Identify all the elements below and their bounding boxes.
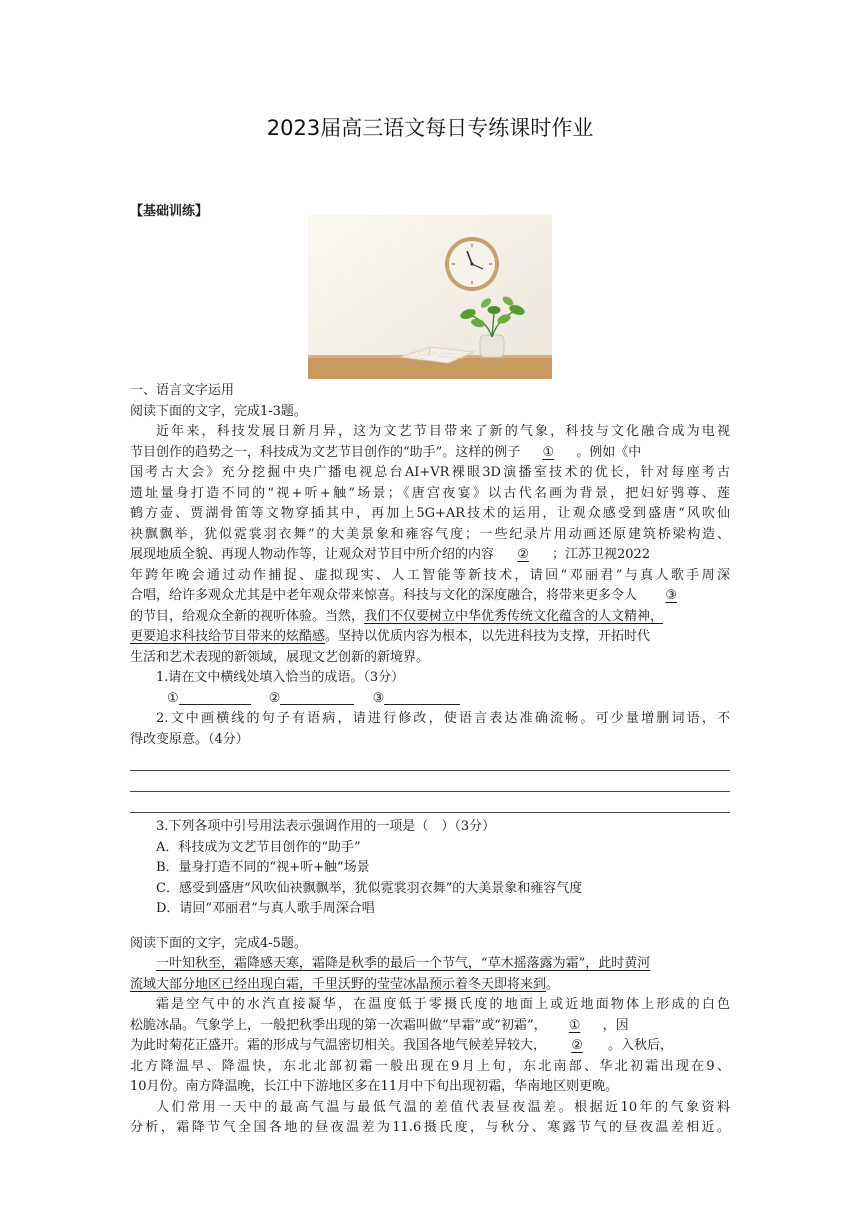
question-1-answers: ① ② ③ <box>130 689 730 710</box>
section-tag: 【基础训练】 <box>130 204 209 219</box>
passage1-instruction: 阅读下面的文字，完成1-3题。 <box>130 403 307 419</box>
answer-line-1[interactable] <box>179 690 251 705</box>
underlined-sentence-2: 一叶知秋至，霜降感天寒，霜降是秋季的最后一个节气，“草木摇落露为霜”，此时黄河 <box>156 956 651 971</box>
answer-rule-3[interactable] <box>130 792 730 813</box>
passage1: 近年来，科技发展日新月异，这为文艺节目带来了新的气象，科技与文化融合成为电视 节目创作的趋势之一，科技成为文艺节目创作的“助手”。这样的例子 ① 。例如《中 国考古大会》充分挖掘中央广播电视总台AI+VR裸眼3D演播室技术的优长，针对每座考古 遗址量身打造不同的“视+听+触”场景；《唐宫夜宴》以古代名画为背景，把妇好鸮尊、莲 鹤方壶、贾湖骨笛等文物穿插其中，再加上5G+AR技术的运用，让观众感受到盛唐“风吹仙 袂飘飘举，犹似霓裳羽衣舞”的大美景象和雍容气度；一些纪录片用动画还原建筑桥梁构造、 展现地质全貌、再现人物动作等，让观众对节目中所介绍的内容 ② ；江苏卫视2022 年跨年晚会通过动作捕捉、虚拟现实、人工智能等新技术，请回“邓丽君”与真人歌手周深 合唱，给许多观众尤其是中老年观众带来惊喜。科技与文化的深度融合，将带来更多令人 ③ 的节目，给观众全新的视听体验。当然，我们不仅要树立中华优秀传统文化蕴含的人文精神， 更要追求科技给节目带来的炫酷感。坚持以优质内容为根本，以先进科技为支撑，开拓时代 生活和艺术表现的新领域，展现文艺创新的新境界。 <box>130 424 730 665</box>
underlined-sentence-cont: 更要追求科技给节目带来的炫酷感 <box>130 629 326 644</box>
document-body: 一、语言文字运用 阅读下面的文字，完成1-3题。 近年来，科技发展日新月异，这为文艺节目带来了新的气象，科技与文化融合成为电视 节目创作的趋势之一，科技成为文艺节目创作的“助手”。这样的例子 ① 。例如《中 国考古大会》充分挖掘中央广播电视总台AI+VR裸眼3D演播室技术的优长，针对每座考古 遗址量身打造不同的“视+听+触”场景；《唐宫夜宴》以古代名画为背景，把妇好鸮尊、莲 鹤方壶、贾湖骨笛等文物穿插其中，再加上5G+AR技术的运用，让观众感受到盛唐“风吹仙 袂飘飘举，犹似霓裳羽衣舞”的大美景象和雍容气度；一些纪录片用动画还原建筑桥梁构造、 展现地质全貌、再现人物动作等，让观众对节目中所介绍的内容 ② ；江苏卫视2022 年跨年晚会通过动作捕捉、虚拟现实、人工智能等新技术，请回“邓丽君”与真人歌手周深 合唱，给许多观众尤其是中老年观众带来惊喜。科技与文化的深度融合，将带来更多令人 ③ 的节目，给观众全新的视听体验。当然，我们不仅要树立中华优秀传统文化蕴含的人文精神， 更要追求科技给节目带来的炫酷感。坚持以优质内容为根本，以先进科技为支撑，开拓时代 生活和艺术表现的新领域，展现文艺创新的新境界。 1.请在文中横线处填入恰当的成语。（3分） ① ② ③ 2.文中画横线的句子有语病，请进行修改，使语言表达准确流畅。可少量增删词语，不 得改变原意。（4分） 3.下列各项中引号用法表示强调作用的一项是（ ）（3分） A．科技成为文艺节目创作的“助手” B．量身打造不同的“视+听+触”场景 C．感受到盛唐“风吹仙袂飘飘举，犹似霓裳羽衣舞”的大美景象和雍容气度 D．请回“邓丽君”与真人歌手周深合唱 阅读下面的文字，完成4-5题。 一叶知秋至，霜降感天寒，霜降是秋季的最后一个节气，“草木摇落露为霜”，此时黄河 流域大部分地区已经出现白霜，千里沃野的莹莹冰晶预示着冬天即将来到。 霜是空气中的水汽直接凝华，在温度低于零摄氏度的地面上或近地面物体上形成的白色 松脆冰晶。气象学上，一般把秋季出现的第一次霜叫做“早霜”或“初霜”， ① ，因 为此时菊花正盛开。霜的形成与气温密切相关。我国各地气候差异较大， ② 。入秋后， 北方降温早、降温快，东北北部初霜一般出现在9月上旬，东北南部、华北初霜出现在9、 10月份。南方降温晚，长江中下游地区多在11月中下旬出现初霜，华南地区则更晚。 人们常用一天中的最高气温与最低气温的差值代表昼夜温差。根据近10年的气象资料 分析，霜降节气全国各地的昼夜温差为11.6摄氏度，与秋分、寒露节气的昼夜温差相近。 <box>130 381 730 1139</box>
answer-rule-1[interactable] <box>130 750 730 771</box>
page-title: 2023届高三语文每日专练课时作业 <box>266 116 594 140</box>
option-a: A．科技成为文艺节目创作的“助手” <box>156 839 361 855</box>
blank-3: ③ <box>665 588 678 603</box>
blank-2: ② <box>517 547 529 562</box>
question-1: 1.请在文中横线处填入恰当的成语。（3分） <box>156 670 405 685</box>
underlined-sentence-2-cont: 流域大部分地区已经出现白霜，千里沃野的莹莹冰晶预示着冬天即将来到 <box>130 976 547 992</box>
clock-plant-book-photo <box>308 215 552 379</box>
blank-5: ② <box>571 1038 583 1053</box>
passage2-instruction: 阅读下面的文字，完成4-5题。 <box>130 935 307 951</box>
passage2: 一叶知秋至，霜降感天寒，霜降是秋季的最后一个节气，“草木摇落露为霜”，此时黄河 流域大部分地区已经出现白霜，千里沃野的莹莹冰晶预示着冬天即将来到。 霜是空气中的水汽直接凝华，在温度低于零摄氏度的地面上或近地面物体上形成的白色 松脆冰晶。气象学上，一般把秋季出现的第一次霜叫做“早霜”或“初霜”， ① ，因 为此时菊花正盛开。霜的形成与气温密切相关。我国各地气候差异较大， ② 。入秋后， 北方降温早、降温快，东北北部初霜一般出现在9月上旬，东北南部、华北初霜出现在9、 10月份。南方降温晚，长江中下游地区多在11月中下旬出现初霜，华南地区则更晚。 人们常用一天中的最高气温与最低气温的差值代表昼夜温差。根据近10年的气象资料 分析，霜降节气全国各地的昼夜温差为11.6摄氏度，与秋分、寒露节气的昼夜温差相近。 <box>130 956 730 1135</box>
question-3: 3.下列各项中引号用法表示强调作用的一项是（ ）（3分） <box>156 819 496 834</box>
option-b: B．量身打造不同的“视+听+触”场景 <box>156 860 370 875</box>
option-d: D．请回“邓丽君”与真人歌手周深合唱 <box>156 901 375 916</box>
part-heading: 一、语言文字运用 <box>130 383 235 398</box>
option-c: C．感受到盛唐“风吹仙袂飘飘举，犹似霓裳羽衣舞”的大美景象和雍容气度 <box>156 880 583 896</box>
answer-rule-2[interactable] <box>130 771 730 792</box>
blank-1: ① <box>542 444 555 460</box>
blank-4: ① <box>568 1017 581 1033</box>
underlined-sentence: 我们不仅要树立中华优秀传统文化蕴含的人文精神， <box>364 608 664 624</box>
question-2: 2.文中画横线的句子有语病，请进行修改，使语言表达准确流畅。可少量增删词语，不 <box>156 711 730 726</box>
answer-line-2[interactable] <box>280 690 354 705</box>
answer-line-3[interactable] <box>384 690 460 705</box>
